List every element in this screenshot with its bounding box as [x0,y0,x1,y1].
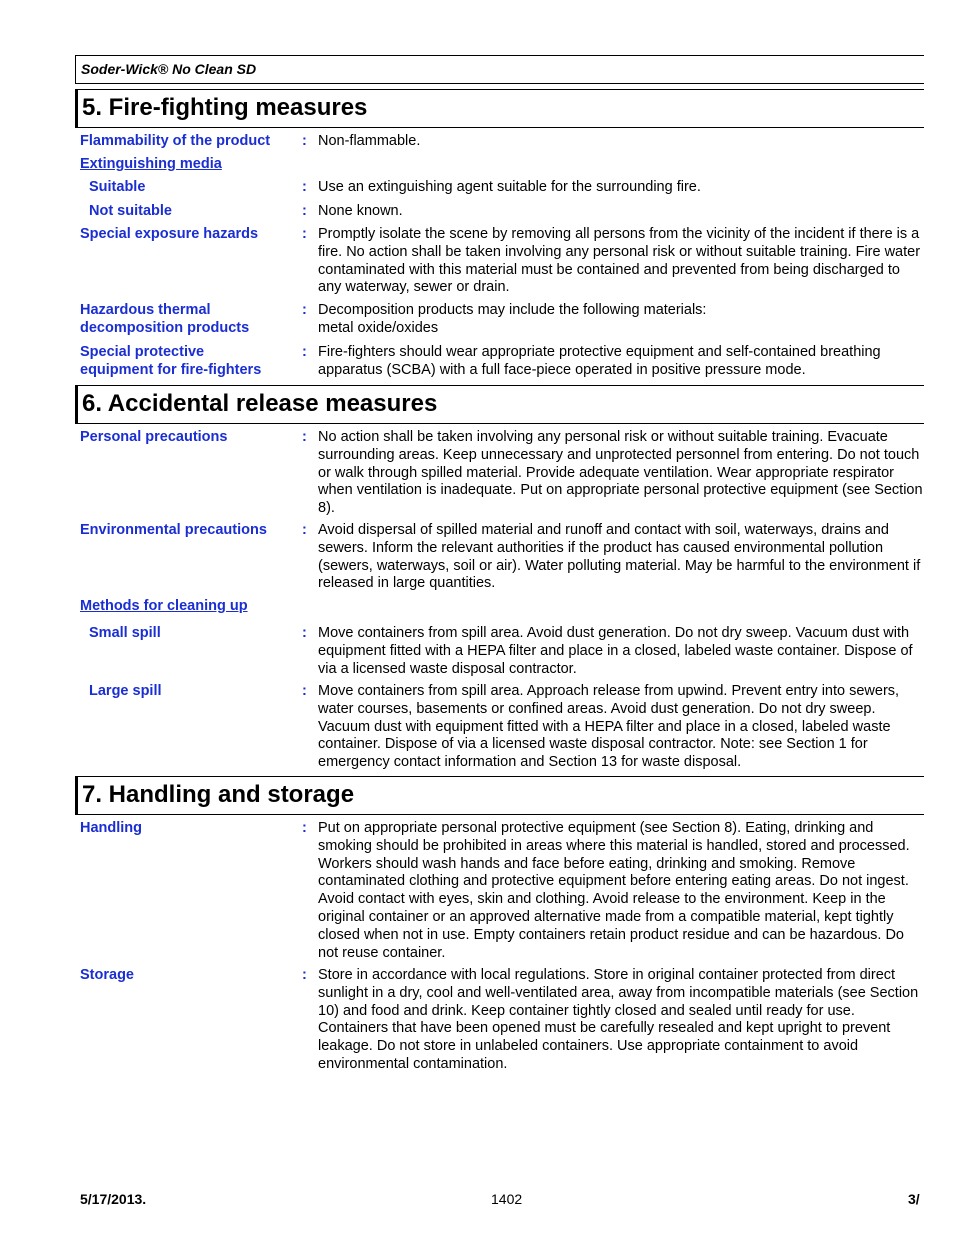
flammability-label: Flammability of the product [80,133,271,149]
section-5-heading: 5. Fire-fighting measures [75,89,924,128]
separator: : [302,429,307,445]
separator: : [302,522,307,538]
footer-doc-number: 1402 [491,1191,523,1207]
hazardous-thermal-value [318,302,923,338]
footer-date: 5/17/2013. [80,1191,147,1207]
flammability-value: Non-flammable. [318,133,421,149]
personal-precautions-value: No action shall be taken involving any personal risk or without suitable training. Evacuate surrounding areas. Keep unnecessary and unprotected personnel from entering. Do not touch or walk through spilled material. Provide adequate ventilation. Wear appropriate respirator when ventilation is inadequate. Put on appropriate personal protective equipment (see Section 8). [318,429,923,517]
protective-equipment-label: Special protective equipment for fire-fighters [80,344,262,378]
footer-page-number: 3/ [908,1191,920,1207]
separator: : [302,967,307,983]
hazardous-thermal-value-line-2: metal oxide/oxides [318,319,439,336]
not-suitable-label: Not suitable [89,203,172,219]
separator: : [302,625,307,641]
environmental-precautions-value: Avoid dispersal of spilled material and runoff and contact with soil, waterways, drains and sewers. Inform the relevant authorities if the product has caused environmental pollution (sewers, waterways, soil or air). Water polluting material. May be harmful to the environment if released in large quantities. [318,522,921,592]
special-exposure-label: Special exposure hazards [80,226,259,242]
methods-cleaning-label: Methods for cleaning up [80,598,248,614]
large-spill-label: Large spill [89,683,162,699]
small-spill-value: Move containers from spill area. Avoid dust generation. Do not dry sweep. Vacuum dust with equipment fitted with a HEPA filter and place in a closed, labeled waste container. Dispose of via a licensed waste disposal contractor. [318,625,913,677]
suitable-value: Use an extinguishing agent suitable for the surrounding fire. [318,179,701,195]
separator: : [302,344,307,360]
environmental-precautions-label: Environmental precautions [80,522,267,538]
not-suitable-value: None known. [318,203,403,219]
section-6-heading: 6. Accidental release measures [75,385,924,424]
storage-value: Store in accordance with local regulations. Store in original container protected from direct sunlight in a dry, cool and well-ventilated area, away from incompatible materials (see Section 10) and food and drink. Keep container tightly closed and sealed until ready for use. Containers that have been opened must be carefully resealed and kept upright to prevent leakage. Do not store in unlabeled containers. Use appropriate containment to avoid environmental contamination. [318,967,919,1072]
handling-value: Put on appropriate personal protective equipment (see Section 8). Eating, drinking and smoking should be prohibited in areas where this material is handled, stored and processed. Workers should wash hands and face before eating, drinking and smoking. Remove contaminated clothing and protective equipment before entering eating areas. Do not ingest. Avoid contact with eyes, skin and clothing. Avoid release to the environment. Keep in the original container or an approved alternative made from a compatible material, kept tightly closed when not in use. Empty containers retain product residue and can be hazardous. Do not reuse container. [318,820,910,961]
personal-precautions-label: Personal precautions [80,429,228,445]
separator: : [302,179,307,195]
suitable-label: Suitable [89,179,146,195]
storage-label: Storage [80,967,134,983]
separator: : [302,302,307,318]
separator: : [302,226,307,242]
extinguishing-media-label: Extinguishing media [80,156,222,172]
hazardous-thermal-value-line-1: Decomposition products may include the following materials: [318,302,707,318]
protective-equipment-value: Fire-fighters should wear appropriate protective equipment and self-contained breathing apparatus (SCBA) with a full face-piece operated in positive pressure mode. [318,344,881,378]
small-spill-label: Small spill [89,625,161,641]
product-name-header: Soder-Wick® No Clean SD [75,55,924,84]
large-spill-value: Move containers from spill area. Approach release from upwind. Prevent entry into sewers, water courses, basements or confined areas. Avoid dust generation. Do not dry sweep. Vacuum dust with equipment fitted with a HEPA filter and place in a closed, labeled waste container. Dispose of via a licensed waste disposal contractor. Note: see Section 1 for emergency contact information and Section 13 for waste disposal. [318,683,900,771]
special-exposure-value: Promptly isolate the scene by removing all persons from the vicinity of the incident if there is a fire. No action shall be taken involving any personal risk or without suitable training. Fire water contaminated with this material must be contained and prevented from being discharged to any waterway, sewer or drain. [318,226,921,296]
hazardous-thermal-label: Hazardous thermal decomposition products [80,302,250,336]
separator: : [302,133,307,149]
separator: : [302,203,307,219]
section-7-heading: 7. Handling and storage [75,776,924,815]
separator: : [302,820,307,836]
separator: : [302,683,307,699]
handling-label: Handling [80,820,143,836]
